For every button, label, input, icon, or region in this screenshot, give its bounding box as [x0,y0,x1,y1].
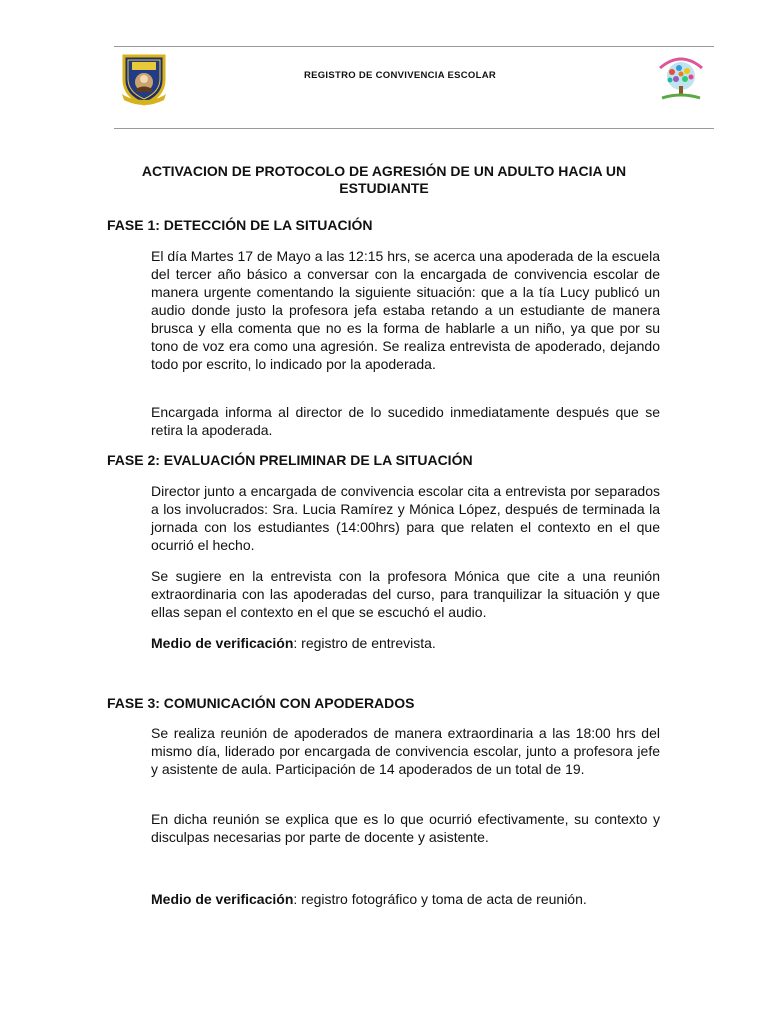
phase3-verification-text: : registro fotográfico y toma de acta de reunión. [293,891,587,907]
phase2-verification-text: : registro de entrevista. [293,635,436,651]
phase3-paragraph-2: En dicha reunión se explica que es lo que ocurrió efectivamente, su contexto y disculpas necesarias por parte de docente y asistente. [151,811,660,845]
header-title: REGISTRO DE CONVIVENCIA ESCOLAR [303,70,497,81]
phase1-heading: FASE 1: DETECCIÓN DE LA SITUACIÓN [107,217,373,233]
phase2-heading: FASE 2: EVALUACIÓN PRELIMINAR DE LA SITUACIÓN [107,452,473,468]
phase1-paragraph-1: El día Martes 17 de Mayo a las 12:15 hrs, se acerca una apoderada de la escuela del tercer año básico a conversar con la encargada de convivencia escolar de manera urgente comentando la siguiente situación: que a la tía Lucy publicó un audio donde justo la profesora jefa estaba retando a un estudiante de manera brusca y ella comenta que no es la forma de hablarle a un niño, ya que por su tono de voz era como una agresión. Se realiza entrevista de apoderado, dejando todo por escrito, lo indicado por la apoderada. [151,248,660,372]
header-bottom-rule [114,128,714,129]
phase2-paragraph-2: Se sugiere en la entrevista con la profesora Mónica que cite a una reunión extraordinaria con las apoderadas del curso, para tranquilizar la situación y que ellas sepan el contexto en el que se escuchó el audio. [151,568,660,620]
phase2-verification [151,634,660,652]
phase3-verification [151,890,660,908]
phase1-paragraph-2: Encargada informa al director de lo sucedido inmediatamente después que se retira la apoderada. [151,404,660,438]
convivencia-tree-logo [652,50,710,104]
school-crest-logo [118,50,170,106]
phase3-heading: FASE 3: COMUNICACIÓN CON APODERADOS [107,695,415,711]
phase3-verification-label: Medio de verificación [151,891,294,907]
phase2-paragraph-1: Director junto a encargada de convivencia escolar cita a entrevista por separados a los involucrados: Sra. Lucia Ramírez y Mónica López, después de terminada la jornada con los estudiantes (14:00hrs) para que relaten el contexto en el que ocurrió el hecho. [151,483,660,553]
phase2-verification-label: Medio de verificación [151,635,294,651]
document-title: ACTIVACION DE PROTOCOLO DE AGRESIÓN DE UN ADULTO HACIA UN ESTUDIANTE [141,163,627,196]
header-top-rule [114,46,714,47]
phase3-paragraph-1: Se realiza reunión de apoderados de manera extraordinaria a las 18:00 hrs del mismo día, liderado por encargada de convivencia escolar, junto a profesora jefe y asistente de aula. Participación de 14 apoderados de un total de 19. [151,725,660,777]
